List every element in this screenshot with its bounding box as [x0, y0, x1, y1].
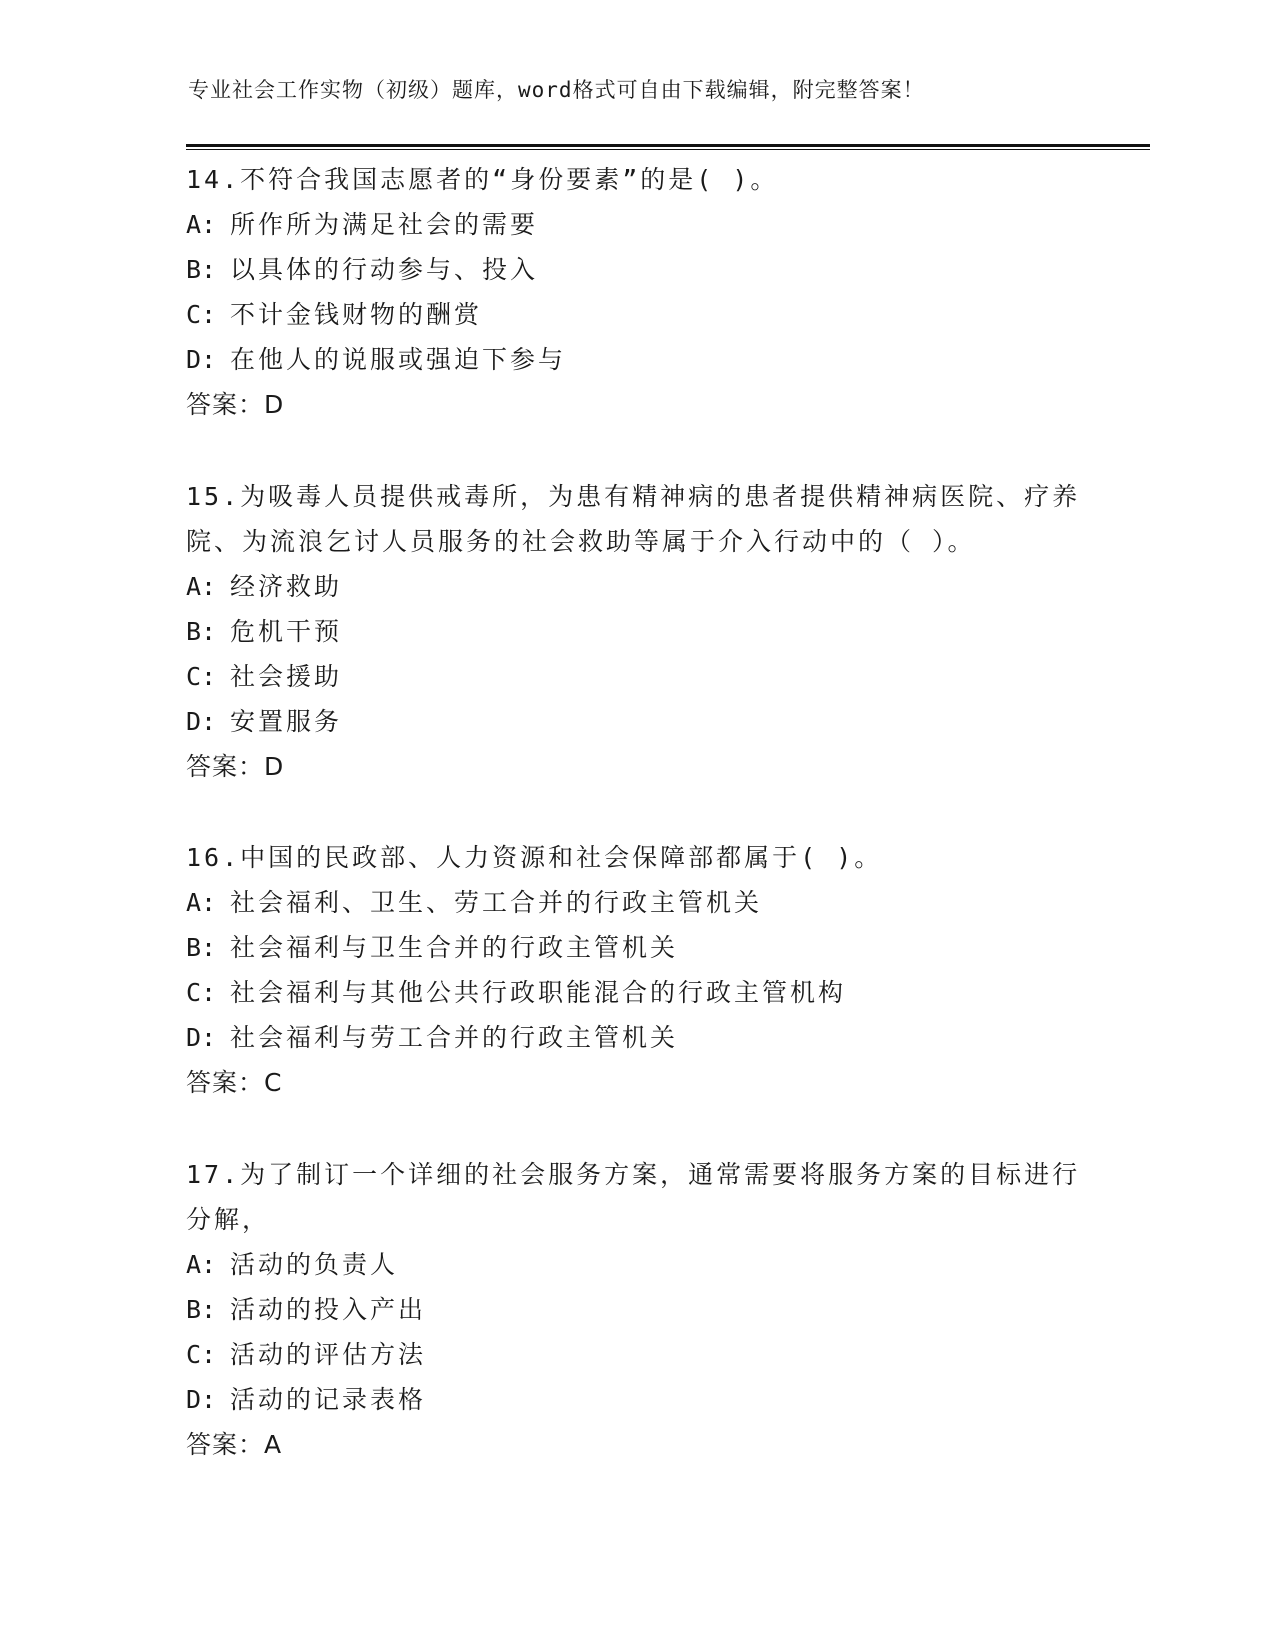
option-text: 经济救助: [230, 572, 343, 601]
option-text: 在他人的说服或强迫下参与: [230, 345, 567, 374]
option-a: [186, 1242, 1086, 1287]
question-stem: 17.为了制订一个详细的社会服务方案，通常需要将服务方案的目标进行分解，: [186, 1160, 1081, 1234]
option-a: [186, 202, 1086, 247]
option-key: B:: [186, 933, 217, 962]
option-key: B:: [186, 1295, 217, 1324]
question-stem: 15.为吸毒人员提供戒毒所，为患有精神病的患者提供精神病医院、疗养院、为流浪乞讨人员服务的社会救助等属于介入行动中的（ ）。: [186, 482, 1081, 556]
option-d: [186, 1015, 1086, 1060]
question-15: [186, 474, 1086, 789]
answer-line: 答案：A: [186, 1430, 283, 1459]
option-text: 所作所为满足社会的需要: [230, 210, 539, 239]
question-stem: 14.不符合我国志愿者的“身份要素”的是( )。: [186, 165, 779, 194]
answer-line: 答案：D: [186, 752, 285, 781]
option-c: [186, 292, 1086, 337]
option-text: 社会福利与其他公共行政职能混合的行政主管机构: [230, 978, 847, 1007]
option-text: 社会福利与劳工合并的行政主管机关: [230, 1023, 679, 1052]
option-key: D:: [186, 707, 217, 736]
option-d: [186, 337, 1086, 382]
option-text: 安置服务: [230, 707, 343, 736]
question-17: [186, 1152, 1086, 1467]
option-text: 危机干预: [230, 617, 343, 646]
option-d: [186, 699, 1086, 744]
option-d: [186, 1377, 1086, 1422]
option-b: [186, 1287, 1086, 1332]
option-text: 不计金钱财物的酬赏: [230, 300, 483, 329]
option-key: D:: [186, 1023, 217, 1052]
option-key: C:: [186, 1340, 217, 1369]
option-c: [186, 1332, 1086, 1377]
option-key: C:: [186, 662, 217, 691]
option-text: 活动的记录表格: [230, 1385, 427, 1414]
question-14: [186, 157, 1086, 427]
option-b: [186, 925, 1086, 970]
option-text: 社会福利、卫生、劳工合并的行政主管机关: [230, 888, 763, 917]
option-b: [186, 247, 1086, 292]
option-key: C:: [186, 300, 217, 329]
option-text: 社会福利与卫生合并的行政主管机关: [230, 933, 679, 962]
option-b: [186, 609, 1086, 654]
option-text: 活动的投入产出: [230, 1295, 427, 1324]
option-text: 社会援助: [230, 662, 343, 691]
option-key: B:: [186, 255, 217, 284]
option-key: A:: [186, 888, 217, 917]
option-key: D:: [186, 345, 217, 374]
answer-line: 答案：D: [186, 390, 285, 419]
option-key: C:: [186, 978, 217, 1007]
option-key: A:: [186, 1250, 217, 1279]
option-text: 以具体的行动参与、投入: [230, 255, 539, 284]
option-text: 活动的评估方法: [230, 1340, 427, 1369]
option-key: A:: [186, 572, 217, 601]
option-a: [186, 564, 1086, 609]
question-16: [186, 835, 1086, 1105]
option-c: [186, 654, 1086, 699]
option-key: A:: [186, 210, 217, 239]
question-stem: 16.中国的民政部、人力资源和社会保障部都属于( )。: [186, 843, 883, 872]
header-divider: [186, 144, 1150, 150]
option-key: D:: [186, 1385, 217, 1414]
answer-line: 答案：C: [186, 1068, 283, 1097]
option-c: [186, 970, 1086, 1015]
option-a: [186, 880, 1086, 925]
page-header: 专业社会工作实物（初级）题库，word格式可自由下载编辑，附完整答案！: [188, 78, 925, 102]
option-key: B:: [186, 617, 217, 646]
option-text: 活动的负责人: [230, 1250, 399, 1279]
